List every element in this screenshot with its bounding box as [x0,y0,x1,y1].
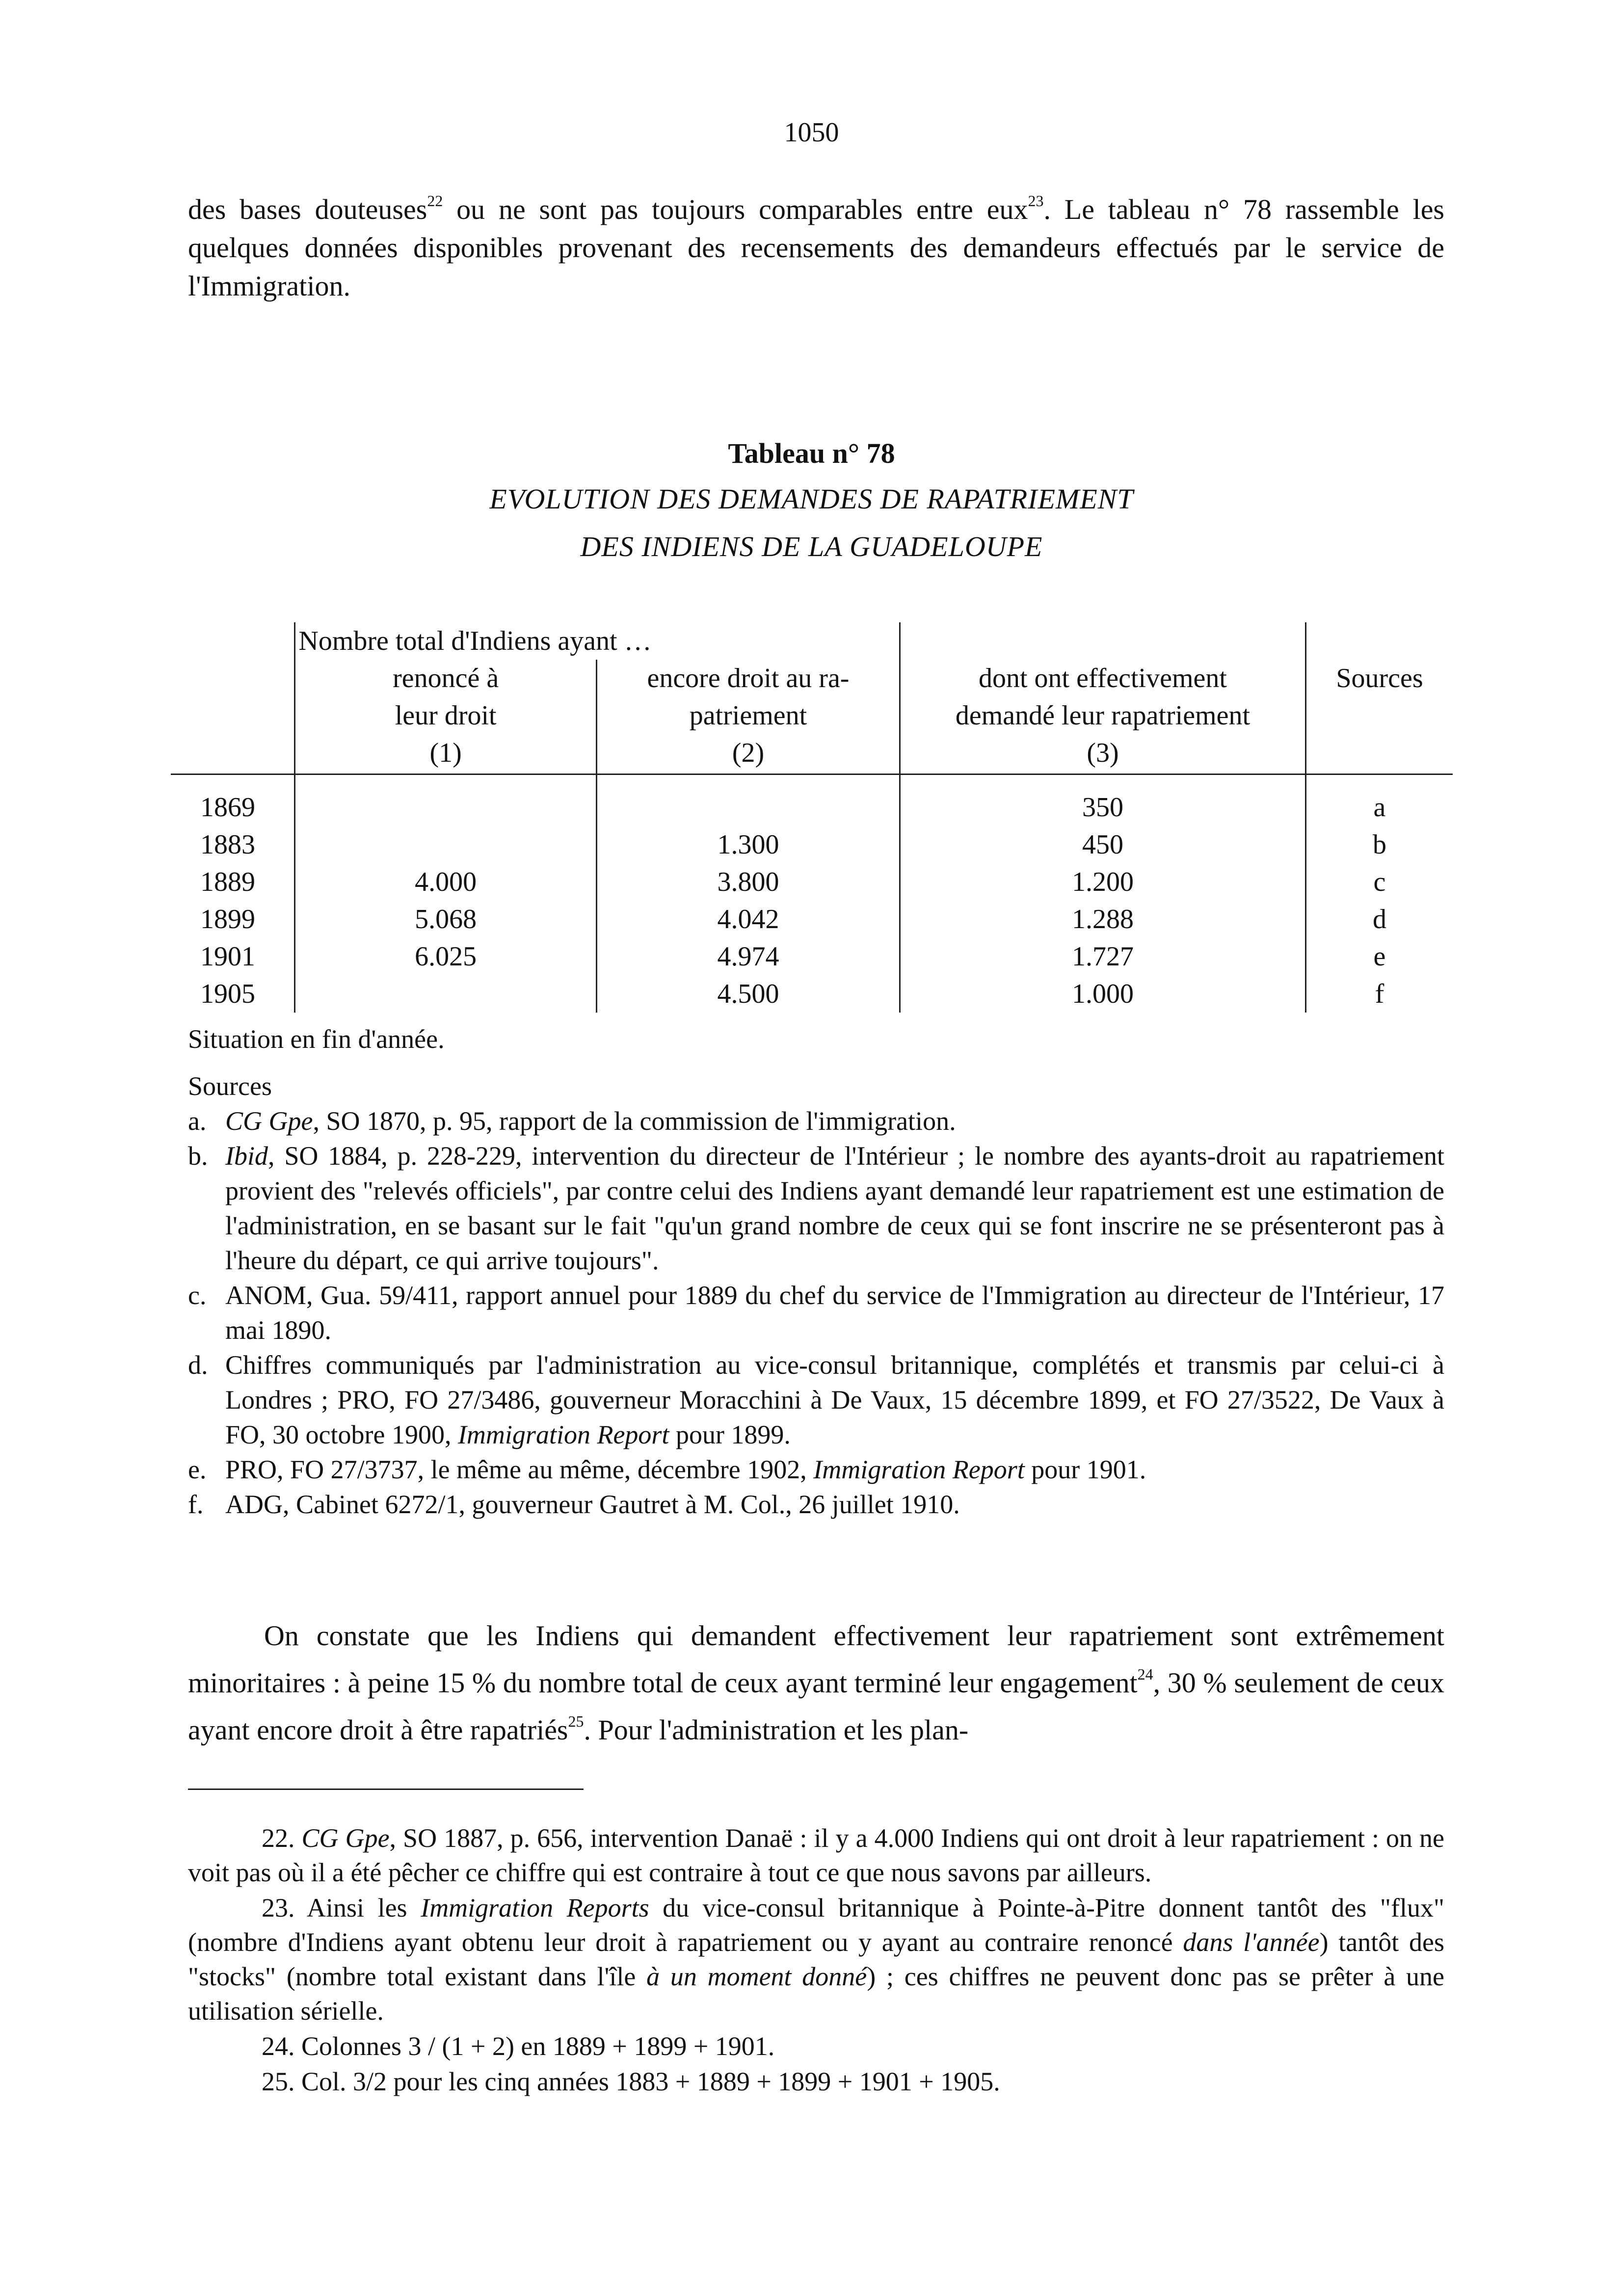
cell-col2 [596,774,900,827]
intro-paragraph [188,190,1444,305]
table-row [171,901,1453,938]
cell-col1: 4.000 [295,863,597,901]
cell-year: 1899 [200,904,255,934]
cell-col2: 4.042 [596,901,900,938]
table-row [171,826,1453,863]
source-letter: e. [188,1455,207,1484]
cell-source: b [1305,826,1453,863]
header-col1-line1: renoncé à [295,660,597,697]
cell-col2: 1.300 [596,826,900,863]
cell-col1 [295,774,597,827]
body-text-2: , 30 % seulement de ceux ayant encore droit à être rapatriés [188,1667,1444,1746]
header-col3-line1: dont ont effectivement [900,660,1306,697]
table-row [171,863,1453,901]
source-item-d: d. Chiffres communiqués par l'administration au vice-consul britannique, complétés et transmis par celui-ci à Londres ; PRO, FO 27/3486, gouverneur Moracchini à De Vaux, 15 décembre 1899, et FO 27/3522, De Vaux à FO, 30 octobre 1900, Immigration Report pour 1899. [188,1348,1444,1452]
cell-col1: 6.025 [295,938,597,975]
source-item-e: e. PRO, FO 27/3737, le même au même, décembre 1902, Immigration Report pour 1901. [188,1452,1444,1487]
cell-col1 [295,975,597,1013]
cell-col3: 1.727 [900,938,1306,975]
table-row [171,938,1453,975]
footnote-ref-25[interactable]: 25 [568,1712,584,1730]
source-item-b: b. Ibid, SO 1884, p. 228-229, intervention du directeur de l'Intérieur ; le nombre des ayants-droit au rapatriement provient des "relevés officiels", par contre celui des Indiens ayant demandé leur rapatriement est une estimation de l'administration, en se basant sur le fait "qu'un grand nombre de ceux qui se font inscrire ne se présenteront pas à l'heure du départ, ce qui arrive toujours". [188,1139,1444,1278]
page-number: 1050 [784,117,839,148]
source-letter: c. [188,1281,207,1310]
table-row [171,975,1453,1013]
footnote-24: 24. Colonnes 3 / (1 + 2) en 1889 + 1899 + 1901. [262,2031,775,2061]
header-col1-num: (1) [295,734,597,774]
body-paragraph [188,1612,1444,1754]
sources-heading: Sources [188,1071,272,1101]
footnote-ref-22[interactable]: 22 [427,192,443,210]
table-subtitle-2: DES INDIENS DE LA GUADELOUPE [580,531,1043,562]
header-col1-line2: leur droit [295,697,597,734]
cell-col2: 3.800 [596,863,900,901]
body-text-3: . Pour l'administration et les plan- [584,1714,969,1746]
intro-text-3: . Le tableau n° 78 rassemble les quelques données disponibles provenant des recensements des demandeurs effectués par le service de l'Immigration. [188,193,1445,302]
source-item-f: f. ADG, Cabinet 6272/1, gouverneur Gautret à M. Col., 26 juillet 1910. [188,1487,1444,1522]
intro-text-2: ou ne sont pas toujours comparables entre eux [443,193,1028,225]
cell-col3: 350 [900,774,1306,827]
header-col3-num: (3) [900,734,1306,774]
cell-year: 1883 [200,829,255,860]
cell-col2: 4.500 [596,975,900,1013]
cell-source: f [1305,975,1453,1013]
footnote-ref-24[interactable]: 24 [1137,1665,1153,1683]
header-sources: Sources [1305,660,1453,697]
cell-col2: 4.974 [596,938,900,975]
header-span-total: Nombre total d'Indiens ayant … [295,622,900,660]
repatriation-table [171,622,1453,1013]
source-item-a: a. CG Gpe, SO 1870, p. 95, rapport de la commission de l'immigration. [188,1104,1444,1139]
header-col2-line2: patriement [596,697,900,734]
cell-source: a [1305,774,1453,827]
cell-year: 1901 [200,941,255,972]
body-text-1: On constate que les Indiens qui demandent effectivement leur rapatriement sont extrêmement minoritaires : à peine 15 % du nombre total de ceux ayant terminé leur engagement [188,1620,1444,1699]
cell-source: e [1305,938,1453,975]
cell-year: 1869 [200,792,255,823]
intro-text-1: des bases douteuses [188,193,427,225]
situation-note: Situation en fin d'année. [188,1024,445,1054]
footnotes [188,1821,1444,2100]
header-col2-line1: encore droit au ra- [596,660,900,697]
header-src-blank [1305,622,1453,660]
cell-col3: 450 [900,826,1306,863]
footnote-25: 25. Col. 3/2 pour les cinq années 1883 + 1889 + 1899 + 1901 + 1905. [262,2067,1000,2096]
cell-source: c [1305,863,1453,901]
footnote-divider [188,1789,584,1790]
cell-source: d [1305,901,1453,938]
source-letter: b. [188,1141,208,1171]
cell-col1: 5.068 [295,901,597,938]
table-row [171,774,1453,827]
source-letter: a. [188,1106,207,1136]
source-letter: d. [188,1350,208,1380]
cell-year: 1889 [200,867,255,897]
header-year-blank [171,622,295,660]
header-col3-blank [900,622,1306,660]
table-subtitle-1: EVOLUTION DES DEMANDES DE RAPATRIEMENT [489,483,1134,515]
source-letter: f. [188,1490,204,1519]
cell-col3: 1.000 [900,975,1306,1013]
header-col2-num: (2) [596,734,900,774]
table-number: Tableau n° 78 [728,437,895,469]
cell-year: 1905 [200,979,255,1009]
sources-block [188,1069,1444,1522]
source-item-c: c. ANOM, Gua. 59/411, rapport annuel pour 1889 du chef du service de l'Immigration au directeur de l'Intérieur, 17 mai 1890. [188,1278,1444,1348]
cell-col3: 1.288 [900,901,1306,938]
footnote-ref-23[interactable]: 23 [1028,192,1044,210]
cell-col1 [295,826,597,863]
cell-col3: 1.200 [900,863,1306,901]
footnote-22: 22. CG Gpe, SO 1887, p. 656, intervention Danaë : il y a 4.000 Indiens qui ont droit à leur rapatriement : on ne voit pas où il a été pêcher ce chiffre qui est contraire à tout ce que nous savons par ailleurs. [188,1823,1444,1887]
footnote-23: 23. Ainsi les Immigration Reports du vice-consul britannique à Pointe-à-Pitre donnent tantôt des "flux" (nombre d'Indiens ayant obtenu leur droit à rapatriement ou y ayant au contraire renoncé dans l'année) tantôt des "stocks" (nombre total existant dans l'île à un moment donné) ; ces chiffres ne peuvent donc pas se prêter à une utilisation sérielle. [188,1893,1444,2026]
header-col3-line2: demandé leur rapatriement [900,697,1306,734]
